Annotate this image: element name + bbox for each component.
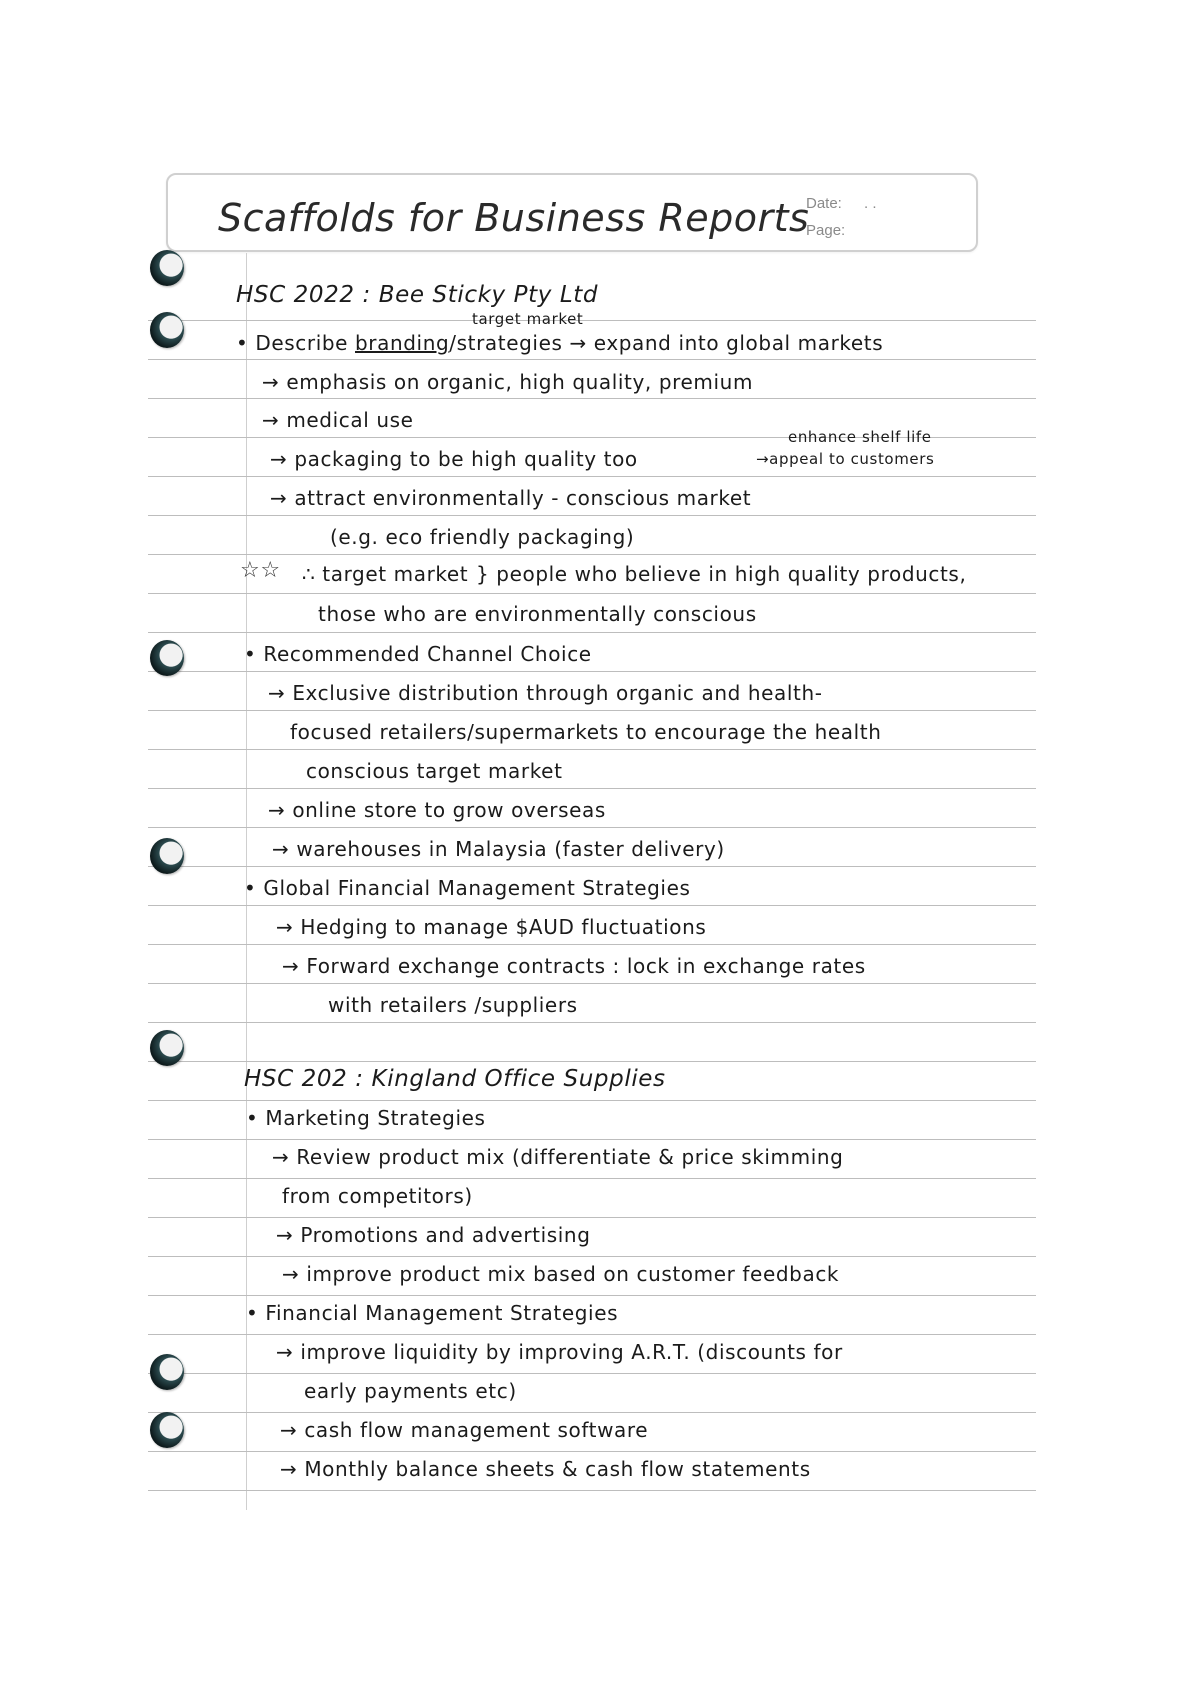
line-review-2: from competitors) [282, 1184, 473, 1208]
binder-hole [150, 250, 184, 286]
date-label-text: Date: [806, 195, 842, 212]
line-exclusive-1: → Exclusive distribution through organic and health- [268, 681, 823, 705]
annotation-appeal-customers: →appeal to customers [756, 450, 935, 468]
target-market-text: } people who believe in high quality products, [476, 562, 967, 586]
binder-hole [150, 1354, 184, 1390]
line-review-1: → Review product mix (differentiate & price skimming [272, 1145, 844, 1169]
line-attract: → attract environmentally - conscious market [270, 486, 752, 510]
line-exclusive-3: conscious target market [306, 759, 563, 783]
ruled-line [148, 1139, 1036, 1140]
binder-hole [150, 838, 184, 874]
bullet-describe-branding [236, 331, 883, 355]
star-marks: ☆☆ [240, 558, 281, 583]
page-title: Scaffolds for Business Reports [218, 196, 810, 240]
line-warehouses: → warehouses in Malaysia (faster delivery) [272, 837, 725, 861]
ruled-line [148, 788, 1036, 789]
section-heading-bee-sticky: HSC 2022 : Bee Sticky Pty Ltd [236, 282, 599, 308]
line-liquidity-2: early payments etc) [304, 1379, 517, 1403]
ruled-line [148, 476, 1036, 477]
bullet-describe-prefix: • Describe [236, 331, 356, 355]
line-forward-1: → Forward exchange contracts : lock in exchange rates [282, 954, 866, 978]
line-online-store: → online store to grow overseas [268, 798, 606, 822]
ruled-line [148, 710, 1036, 711]
ruled-line [148, 1100, 1036, 1101]
ruled-line [148, 1217, 1036, 1218]
line-medical-use: → medical use [262, 408, 414, 432]
ruled-line [148, 905, 1036, 906]
bullet-describe-rest: /strategies → expand into global markets [449, 331, 884, 355]
line-forward-2: with retailers /suppliers [328, 993, 578, 1017]
ruled-line [148, 944, 1036, 945]
ruled-line [148, 1178, 1036, 1179]
binder-hole [150, 1412, 184, 1448]
ruled-line [148, 632, 1036, 633]
target-market-text-2: those who are environmentally conscious [318, 602, 757, 626]
ruled-line [148, 593, 1036, 594]
target-market-label: ∴ target market [302, 562, 469, 586]
ruled-line [148, 1256, 1036, 1257]
ruled-line [148, 671, 1036, 672]
ruled-line [148, 554, 1036, 555]
line-improve-mix: → improve product mix based on customer feedback [282, 1262, 840, 1286]
line-liquidity-1: → improve liquidity by improving A.R.T. (discounts for [276, 1340, 843, 1364]
ruled-line [148, 320, 1036, 321]
bullet-channel-choice: • Recommended Channel Choice [244, 642, 592, 666]
ruled-line [148, 1061, 1036, 1062]
branding-word: branding [355, 331, 450, 355]
binder-hole [150, 1030, 184, 1066]
ruled-line [148, 359, 1036, 360]
ruled-line [148, 983, 1036, 984]
ruled-line [148, 515, 1036, 516]
ruled-line [148, 1412, 1036, 1413]
line-packaging: → packaging to be high quality too [270, 447, 638, 471]
date-value: . . [864, 195, 877, 212]
annotation-enhance-shelf-life: enhance shelf life [788, 428, 932, 446]
line-emphasis: → emphasis on organic, high quality, premium [262, 370, 754, 394]
line-hedging: → Hedging to manage $AUD fluctuations [276, 915, 707, 939]
ruled-line [148, 1334, 1036, 1335]
line-eco-example: (e.g. eco friendly packaging) [330, 525, 635, 549]
ruled-line [148, 866, 1036, 867]
bullet-global-financial: • Global Financial Management Strategies [244, 876, 691, 900]
ruled-line [148, 1451, 1036, 1452]
bullet-marketing-strategies: • Marketing Strategies [246, 1106, 486, 1130]
line-promotions: → Promotions and advertising [276, 1223, 591, 1247]
bullet-financial-management: • Financial Management Strategies [246, 1301, 619, 1325]
ruled-line [148, 1295, 1036, 1296]
ruled-line [148, 1490, 1036, 1491]
ruled-line [148, 1373, 1036, 1374]
line-exclusive-2: focused retailers/supermarkets to encourage the health [290, 720, 882, 744]
section-heading-kingland: HSC 202 : Kingland Office Supplies [244, 1066, 666, 1092]
binder-hole [150, 640, 184, 676]
ruled-line [148, 827, 1036, 828]
line-monthly-statements: → Monthly balance sheets & cash flow statements [280, 1457, 811, 1481]
ruled-line [148, 1022, 1036, 1023]
date-label [806, 195, 877, 212]
line-cash-flow-software: → cash flow management software [280, 1418, 649, 1442]
annotation-target-market: target market [472, 310, 584, 328]
ruled-line [148, 398, 1036, 399]
ruled-line [148, 749, 1036, 750]
page-label: Page: [806, 222, 846, 239]
binder-hole [150, 312, 184, 348]
